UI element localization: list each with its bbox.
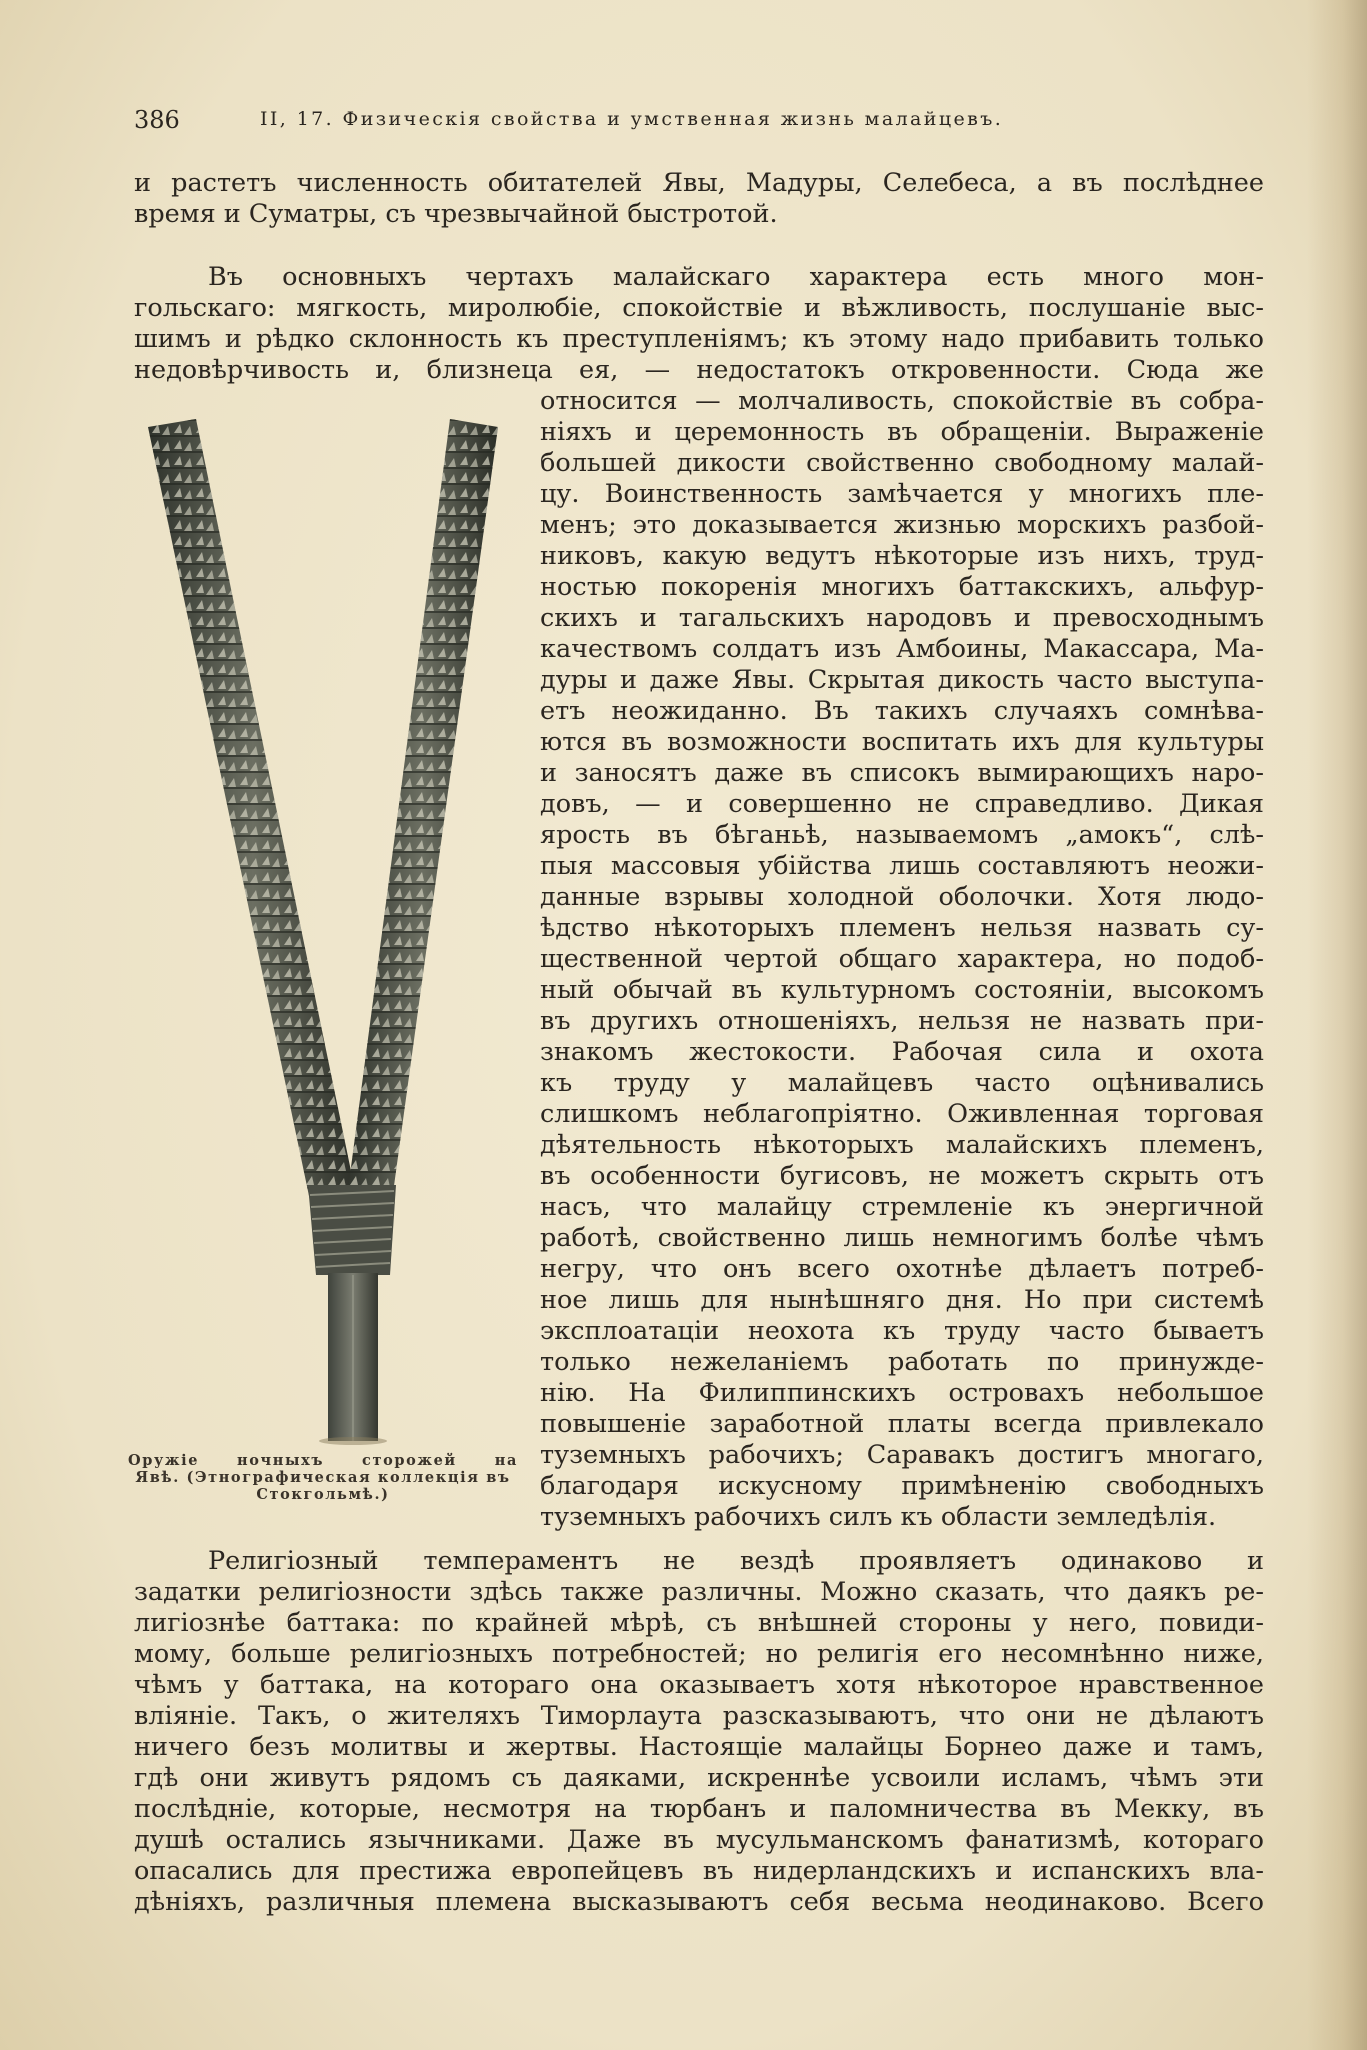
text-line: нію. На Филиппинскихъ островахъ небольшое	[540, 1378, 1264, 1408]
text-line: менъ; это доказывается жизнью морскихъ разбой-	[540, 510, 1264, 540]
text-line: послѣдніе, которые, несмотря на тюрбанъ и паломничества въ Мекку, въ	[134, 1794, 1264, 1824]
text-line: эксплоатаціи неохота къ труду часто бываетъ	[540, 1316, 1264, 1346]
running-title: II, 17. Физическія свойства и умственная жизнь малайцевъ.	[260, 108, 1004, 130]
text-line: данные взрывы холодной оболочки. Хотя людо-	[540, 882, 1264, 912]
text-line: вліяніе. Такъ, о жителяхъ Тиморлаута разсказываютъ, что они не дѣлаютъ	[134, 1701, 1264, 1731]
text-line: и заносятъ даже въ списокъ вымирающихъ наро-	[540, 758, 1264, 788]
text-line: задатки религіозности здѣсь также различны. Можно сказать, что даякъ ре-	[134, 1577, 1264, 1607]
text-line: пыя массовыя убійства лишь составляютъ неожи-	[540, 851, 1264, 881]
figure-caption	[128, 1452, 518, 1503]
text-line: дуры и даже Явы. Скрытая дикость часто выступа-	[540, 665, 1264, 695]
page-edge-shadow	[1307, 0, 1367, 2050]
text-line: въ другихъ отношеніяхъ, нельзя не назвать при-	[540, 1006, 1264, 1036]
text-line: шимъ и рѣдко склонность къ преступленіямъ; къ этому надо прибавить только	[134, 324, 1264, 354]
text-line: дѣятельность нѣкоторыхъ малайскихъ племенъ,	[540, 1130, 1264, 1160]
text-line: насъ, что малайцу стремленіе къ энергичной	[540, 1192, 1264, 1222]
caption-line: Явѣ. (Этнографическая коллекція въ	[135, 1469, 511, 1486]
text-line: большей дикости свойственно свободному малай-	[540, 448, 1264, 478]
text-line: опасались для престижа европейцевъ въ нидерландскихъ и испанскихъ вла-	[134, 1856, 1264, 1886]
text-line: дѣніяхъ, различныя племена высказываютъ себя весьма неодинаково. Всего	[134, 1887, 1264, 1917]
text-line: цу. Воинственность замѣчается у многихъ пле-	[540, 479, 1264, 509]
text-line: ное лишь для нынѣшняго дня. Но при системѣ	[540, 1285, 1264, 1315]
text-line: время и Суматры, съ чрезвычайной быстротой.	[134, 199, 778, 229]
text-line: ѣдство нѣкоторыхъ племенъ нельзя назвать су-	[540, 913, 1264, 943]
text-line: никовъ, какую ведутъ нѣкоторые изъ нихъ, труд-	[540, 541, 1264, 571]
text-line: Религіозный темпераментъ не вездѣ проявляетъ одинаково и	[208, 1546, 1264, 1576]
top-paragraph	[134, 168, 1264, 230]
text-line: въ особенности бугисовъ, не можетъ скрыть отъ	[540, 1161, 1264, 1191]
text-line: лигіознѣе баттака: по крайней мѣрѣ, съ внѣшней стороны у него, повиди-	[134, 1608, 1264, 1638]
text-line: ніяхъ и церемонность въ обращеніи. Выраженіе	[540, 417, 1264, 447]
text-line: и растетъ численность обитателей Явы, Мадуры, Селебеса, а въ послѣднее	[134, 168, 1264, 198]
text-line: ностью покоренія многихъ баттакскихъ, альфур-	[540, 572, 1264, 602]
text-line: душѣ остались язычниками. Даже въ мусульманскомъ фанатизмѣ, котораго	[134, 1825, 1264, 1855]
text-line: туземныхъ рабочихъ; Саравакъ достигъ многаго,	[540, 1440, 1264, 1470]
paragraph-character	[134, 262, 1264, 386]
text-line: туземныхъ рабочихъ силъ къ области земледѣлія.	[540, 1502, 1217, 1532]
text-line: чѣмъ у баттака, на котораго она оказываетъ хотя нѣкоторое нравственное	[134, 1670, 1264, 1700]
text-line: повышеніе заработной платы всегда привлекало	[540, 1409, 1264, 1439]
text-line: мому, больше религіозныхъ потребностей; но религія его несомнѣнно ниже,	[134, 1639, 1264, 1669]
text-line: относится — молчаливость, спокойствіе въ собра-	[540, 386, 1264, 416]
caption-line: Оружіе ночныхъ сторожей на	[128, 1452, 518, 1469]
forked-weapon-illustration-icon	[128, 405, 528, 1445]
paragraph-religion	[134, 1546, 1264, 1918]
text-line: къ труду у малайцевъ часто оцѣнивались	[540, 1068, 1264, 1098]
text-line: ный обычай въ культурномъ состояніи, высокомъ	[540, 975, 1264, 1005]
text-line: скихъ и тагальскихъ народовъ и превосходнымъ	[540, 603, 1264, 633]
text-line: благодаря искусному примѣненію свободныхъ	[540, 1471, 1264, 1501]
text-line: ничего безъ молитвы и жертвы. Настоящіе малайцы Борнео даже и тамъ,	[134, 1732, 1264, 1762]
text-line: етъ неожиданно. Въ такихъ случаяхъ сомнѣва-	[540, 696, 1264, 726]
text-line: щественной чертой общаго характера, но подоб-	[540, 944, 1264, 974]
caption-line: Стокгольмѣ.)	[256, 1486, 390, 1503]
text-line: гдѣ они живутъ рядомъ съ даяками, искреннѣе усвоили исламъ, чѣмъ эти	[134, 1763, 1264, 1793]
text-line: гольскаго: мягкость, миролюбіе, спокойствіе и вѣжливость, послушаніе выс-	[134, 293, 1264, 323]
text-line: довъ, — и совершенно не справедливо. Дикая	[540, 789, 1264, 819]
text-line: только нежеланіемъ работать по принужде-	[540, 1347, 1264, 1377]
page-number: 386	[134, 106, 180, 134]
text-line: знакомъ жестокости. Рабочая сила и охота	[540, 1037, 1264, 1067]
text-line: негру, что онъ всего охотнѣе дѣлаетъ потреб-	[540, 1254, 1264, 1284]
text-line: недовѣрчивость и, близнеца ея, — недостатокъ откровенности. Сюда же	[134, 355, 1264, 385]
text-line: ярость въ бѣганьѣ, называемомъ „амокъ“, слѣ-	[540, 820, 1264, 850]
text-column	[540, 386, 1264, 1533]
text-line: слишкомъ неблагопріятно. Оживленная торговая	[540, 1099, 1264, 1129]
running-header	[134, 104, 1254, 138]
text-line: работѣ, свойственно лишь немногимъ болѣе чѣмъ	[540, 1223, 1264, 1253]
text-line: ются въ возможности воспитать ихъ для культуры	[540, 727, 1264, 757]
text-line: качествомъ солдатъ изъ Амбоины, Макассара, Ма-	[540, 634, 1264, 664]
text-line: Въ основныхъ чертахъ малайскаго характера есть много мон-	[208, 262, 1264, 292]
